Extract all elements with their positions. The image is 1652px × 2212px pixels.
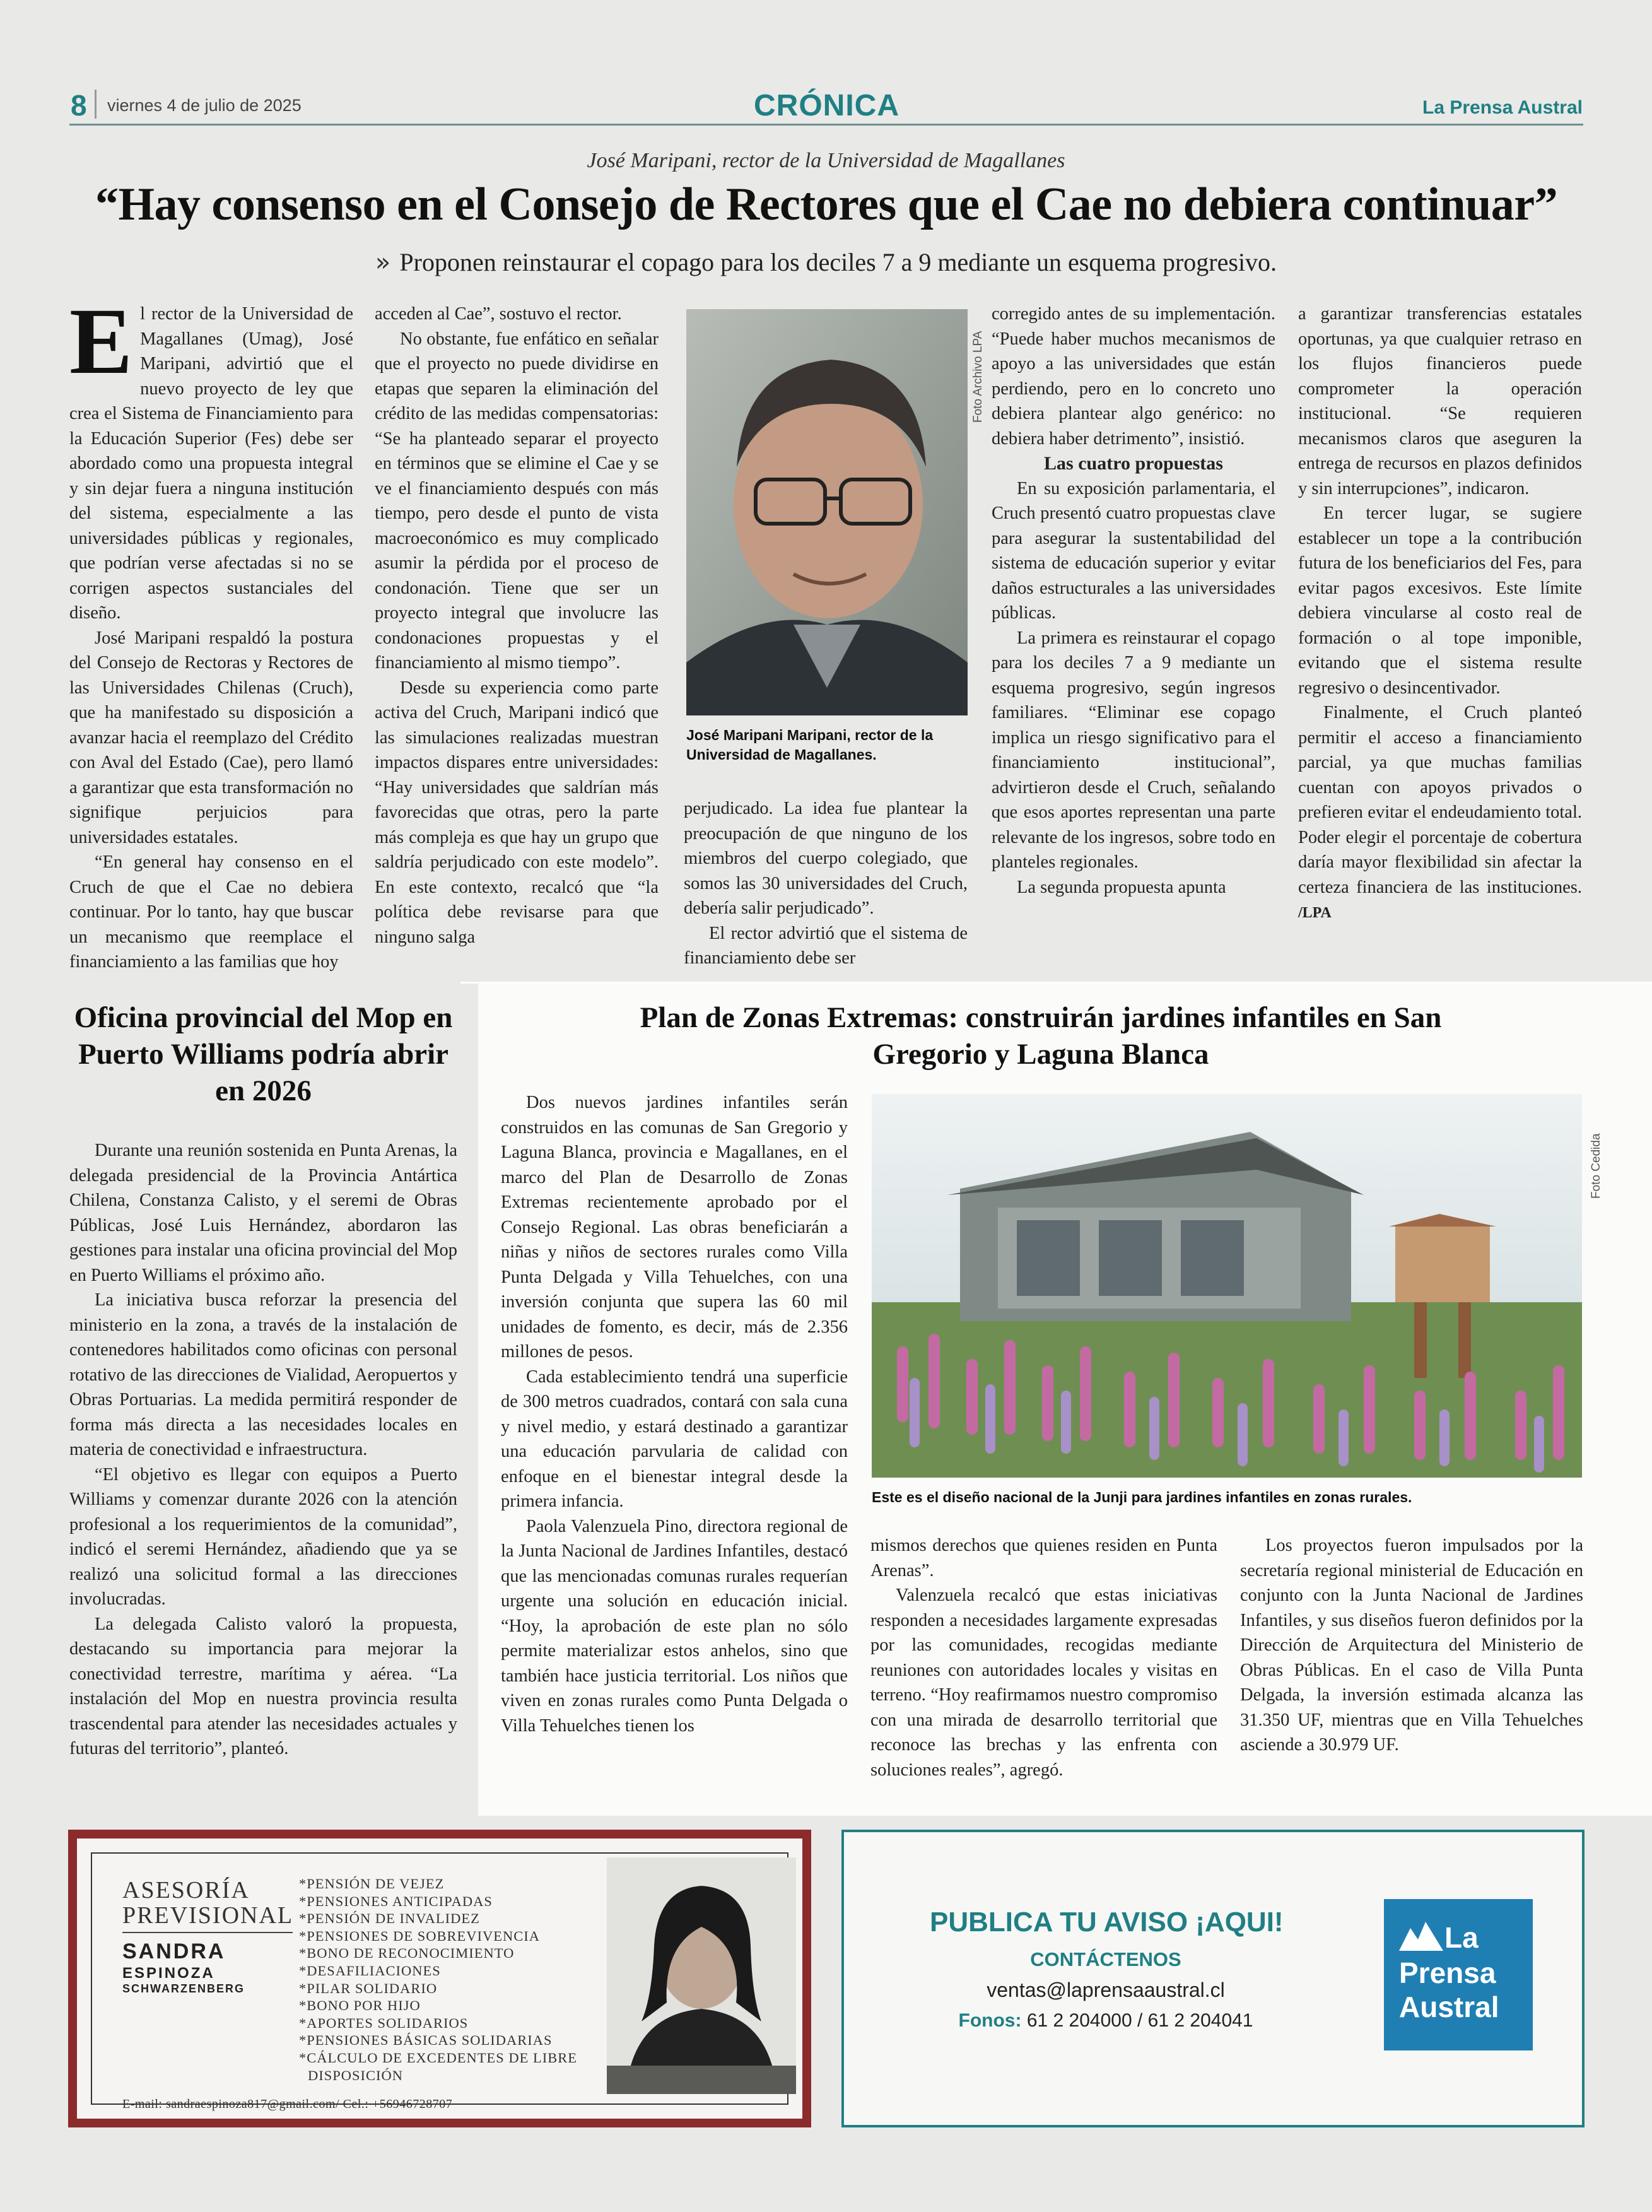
paragraph: Cada establecimiento tendrá una superficie de 300 metros cuadrados, contará con sala cuna y nivel medio, y estará destinado a garantizar una educación parvularia de calidad con enfoque en el bienestar integral desde la primera infancia.: [501, 1367, 848, 1511]
paragraph: Los proyectos fueron impulsados por la secretaría regional ministerial de Educación en conjunto con la Junta Nacional de Jardines Infantiles, y sus diseños fueron definidos por la Dirección de Arquitectura del Ministerio de Obras Públicas. En el caso de Villa Punta Delgada, la inversión estimada alcanza las 31.350 UF, mientras que en Villa Tehuelches asciende a 30.979 UF.: [1240, 1536, 1583, 1755]
paragraph: José Maripani respaldó la postura del Consejo de Rectoras y Rectores de las Universidades Chilenas (Cruch), que ha manifestado su disposición a avanzar hacia el reemplazo del Crédito con Aval del Estado (Cae), pero llamó a garantizar que esta transformación no signifique perjuicios para universidades estatales.: [69, 628, 353, 847]
service-item: DISPOSICIÓN: [308, 2067, 404, 2083]
article-kicker: José Maripani, rector de la Universidad de Magallanes: [587, 149, 1065, 172]
paragraph: Dos nuevos jardines infantiles serán construidos en las comunas de San Gregorio y Laguna Blanca, provincia e Magallanes, en el marco del Plan de Desarrollo de Zonas Extremas recientemente aprobado por el Consejo Regional. Las obras beneficiarán a niñas y niños de sectores rurales como Villa Punta Delgada y Villa Tehuelches, con una inversión conjunta que supera las 60 mil unidades de fomento, es decir, más de 2.356 millones de pesos.: [501, 1093, 848, 1362]
portrait-illustration: [686, 309, 968, 715]
deck-text: Proponen reinstaurar el copago para los deciles 7 a 9 mediante un esquema progresivo.: [399, 248, 1277, 276]
paragraph: Durante una reunión sostenida en Punta Arenas, la delegada presidencial de la Provincia Antártica Chilena, Constanza Calisto, y el seremi de Obras Públicas, José Luis Hernández, abordaron las gestiones para instalar una oficina provincial del Mop en Puerto Williams el próximo año.: [69, 1141, 457, 1285]
ad-services-list: [299, 1875, 583, 2084]
publish-title: PUBLICA TU AVISO ¡AQUI!: [930, 1907, 1284, 1938]
phones[interactable]: 61 2 204000 / 61 2 204041: [1026, 2010, 1253, 2031]
pension-advisory-ad[interactable]: [68, 1830, 811, 2127]
ad-title-1: ASESORÍA: [122, 1877, 250, 1903]
mop-body: [69, 1138, 457, 1762]
mop-headline: Oficina provincial del Mop en Puerto Williams podría abrir en 2026: [74, 1001, 453, 1107]
paragraph: corregido antes de su implementación. “Puede haber muchos mecanismos de apoyo a las universidades que están perdiendo, pero en lo concreto uno debiera plantear algo genérico: no debiera haber detrimento”, insistió.: [992, 304, 1275, 449]
logo-line-1: La: [1444, 1921, 1479, 1954]
la-prensa-austral-logo: [1384, 1899, 1533, 2050]
paragraph: La primera es reinstaurar el copago para los deciles 7 a 9 mediante un esquema progresivo, según ingresos familiares. “Eliminar ese copago implica un riesgo significativo para el financiamiento institucional”, advirtieron desde el Cruch, señalando que esos aportes representan una parte relevante de los ingresos, sobre todo en planteles regionales.: [992, 628, 1275, 872]
main-column-5: [1298, 302, 1582, 926]
service-item: *DESAFILIACIONES: [299, 1962, 441, 1979]
service-item: *PENSIONES BÁSICAS SOLIDARIAS: [299, 2032, 553, 2049]
paragraph: En su exposición parlamentaria, el Cruch presentó cuatro propuestas clave para asegurar la sustentabilidad del sistema de educación superior y evitar daños estructurales a las universidades públicas.: [992, 478, 1275, 623]
ad-divider: [122, 1932, 293, 1933]
rendering-illustration: [872, 1094, 1582, 1478]
ad-title-2: PREVISIONAL: [122, 1902, 294, 1929]
contact-us: CONTÁCTENOS: [1030, 1948, 1181, 1970]
issue-date: viernes 4 de julio de 2025: [107, 96, 302, 115]
paragraph: acceden al Cae”, sostuvo el rector.: [375, 304, 622, 324]
sales-email[interactable]: ventas@laprensaaustral.cl: [987, 1979, 1225, 2001]
zonas-headline: Plan de Zonas Extremas: construirán jardines infantiles en San Gregorio y Laguna Blanca: [640, 1001, 1442, 1071]
paragraph: En tercer lugar, se sugiere establecer un tope a la contribución futura de los beneficiarios del Fes, para evitar pagos excesivos. Este límite debiera vincularse al costo real de formación o al tope imponible, evitando que el sistema resulte regresivo o desincentivador.: [1298, 503, 1582, 698]
phone-line: [844, 2010, 1368, 2032]
paragraph: a garantizar transferencias estatales oportunas, ya que cualquier retraso en los flujos financieros puede comprometer la operación institucional. “Se requieren mecanismos claros que aseguren la entrega de recursos en plazos definidos y sin interrupciones”, indicaron.: [1298, 304, 1582, 498]
paragraph: “El objetivo es llegar con equipos a Puerto Williams y comenzar durante 2026 con la atención profesional a los requerimientos de la comunidad”, indicó el seremi Hernández, añadiendo que ya se realizó una solicitud formal a las direcciones involucradas.: [69, 1464, 457, 1609]
paragraph: No obstante, fue enfático en señalar que el proyecto no puede dividirse en etapas que separen la eliminación del crédito de las medidas compensatorias: “Se ha planteado separar el proyecto en términos que se elimine el Cae y se ve el financiamiento después con más tiempo, pero desde el punto de vista macroeconómico es muy complicado asumir la pérdida por el proceso de condonación. Tiene que ser un proyecto integral que involucre las condonaciones propuestas y el financiamiento al mismo tiempo”.: [375, 329, 659, 673]
logo-line-3: Austral: [1399, 1991, 1499, 2023]
header-rule: [69, 124, 1583, 126]
service-item: *APORTES SOLIDARIOS: [299, 2015, 469, 2031]
double-chevron-right-icon: »: [375, 248, 391, 277]
paragraph: La delegada Calisto valoró la propuesta, destacando su importancia para mejorar la conectividad terrestre, marítima y aérea. “La instalación del Mop en nuestra provincia resulta trascendental para atender las necesidades actuales y futuras del territorio”, planteó.: [69, 1614, 457, 1758]
service-item: *PENSIONES DE SOBREVIVENCIA: [299, 1927, 541, 1944]
zonas-column-2: [870, 1533, 1217, 1782]
rector-photo: [686, 309, 968, 715]
paragraph: “En general hay consenso en el Cruch de que el Cae no debiera continuar. Por lo tanto, hay que buscar un mecanismo que reemplace el financiamiento a las familias que hoy: [69, 852, 353, 972]
article-deck: [0, 247, 1652, 277]
service-item: *PENSIÓN DE INVALIDEZ: [299, 1910, 480, 1927]
article-headline: “Hay consenso en el Consejo de Rectores que el Cae no debiera continuar”: [95, 179, 1558, 230]
mountain-logo-icon: [1399, 1919, 1443, 1951]
main-column-2: [375, 302, 659, 950]
phones-label: Fonos:: [958, 2010, 1022, 2031]
service-item: *PENSIONES ANTICIPADAS: [299, 1893, 493, 1909]
main-column-1: [69, 289, 353, 975]
header-separator: [95, 90, 97, 119]
section-rule: [460, 982, 1652, 984]
advisor-photo: [607, 1857, 796, 2094]
service-item: *CÁLCULO DE EXCEDENTES DE LIBRE: [299, 2049, 577, 2066]
photo-credit: Foto Archivo LPA: [971, 331, 985, 423]
main-column-4: [992, 302, 1275, 900]
photo-caption: José Maripani Maripani, rector de la Universidad de Magallanes.: [686, 727, 934, 763]
paragraph: perjudicado. La idea fue plantear la preocupación de que ninguno de los miembros del cuerpo colegiado, que somos las 30 universidades del Cruch, debería salir perjudicado”.: [684, 799, 968, 918]
main-column-3: [684, 796, 968, 971]
ad-name-2: ESPINOZA: [122, 1965, 215, 1982]
service-item: *BONO DE RECONOCIMIENTO: [299, 1945, 515, 1962]
drop-cap: E: [69, 289, 133, 394]
service-item: *PILAR SOLIDARIO: [299, 1980, 438, 1996]
kindergarten-rendering: [872, 1094, 1582, 1478]
paragraph: La segunda propuesta apunta: [1017, 877, 1226, 897]
zonas-column-1: [501, 1090, 848, 1738]
zonas-column-3: [1240, 1533, 1583, 1758]
subhead: Las cuatro propuestas: [1044, 453, 1223, 474]
rendering-credit: Foto Cedida: [1590, 1133, 1603, 1199]
page-number: 8: [71, 89, 87, 122]
logo-line-2: Prensa: [1399, 1956, 1496, 1989]
paragraph: mismos derechos que quienes residen en Punta Arenas”.: [870, 1536, 1217, 1580]
paragraph: El rector advirtió que el sistema de financiamiento debe ser: [684, 923, 968, 968]
paragraph: Paola Valenzuela Pino, directora regional de la Junta Nacional de Jardines Infantiles, destacó que las mencionadas comunas rurales requerían urgente una solución en educación inicial. “Hoy, la aprobación de este plan no sólo permite materializar estos anhelos, sino que también hace justicia territorial. Los niños que viven en zonas rurales como Punta Delgada o Villa Tehuelches tienen los: [501, 1516, 848, 1736]
service-item: *BONO POR HIJO: [299, 1997, 421, 2014]
publish-ad-box[interactable]: [841, 1830, 1585, 2127]
signature: /LPA: [1298, 905, 1332, 921]
service-item: *PENSIÓN DE VEJEZ: [299, 1876, 445, 1891]
paragraph: Finalmente, el Cruch planteó permitir el acceso a financiamiento parcial, ya que muchas familias cuentan con apoyos privados o prefieren evitar el endeudamiento total. Poder elegir el porcentaje de cobertura daría mayor flexibilidad sin afectar la certeza financiera de las instituciones.: [1298, 703, 1582, 897]
paragraph: La iniciativa busca reforzar la presencia del ministerio en la zona, a través de la instalación de contenedores habilitados como oficinas con personal rotativo de las direcciones de Vialidad, Aeropuertos y Obras Portuarias. La medida permitirá responder de forma más directa a las necesidades locales en materia de conectividad e infraestructura.: [69, 1290, 457, 1459]
advisor-illustration: [607, 1857, 796, 2094]
rendering-caption: Este es el diseño nacional de la Junji para jardines infantiles en zonas rurales.: [872, 1489, 1412, 1505]
paragraph: l rector de la Universidad de Magallanes (Umag), José Maripani, advirtió que el nuevo proyecto de ley que crea el Sistema de Financiamiento para la Educación Superior (Fes) debe ser abordado como una propuesta integral y sin dejar fuera a ninguna institución del sistema, especialmente a las universidades públicas y regionales, que podrían verse afectadas si no se corrigen aspectos sustanciales del diseño.: [69, 304, 353, 623]
ad-name-3: SCHWARZENBERG: [122, 1982, 245, 1995]
ad-name-1: SANDRA: [122, 1939, 226, 1963]
paragraph: Valenzuela recalcó que estas iniciativas responden a necesidades largamente expresadas por las comunidades, recogidas mediante reuniones con autoridades locales y visitas en terreno. “Hoy reafirmamos nuestro compromiso con una mirada de desarrollo territorial que reconoce las brechas y las enfrenta con soluciones reales”, agregó.: [870, 1585, 1217, 1780]
section-title: CRÓNICA: [754, 89, 899, 122]
paragraph: Desde su experiencia como parte activa del Cruch, Maripani indicó que las simulaciones realizadas muestran impactos dispares entre universidades: “Hay universidades que saldrían más favorecidas que otras, pero la parte más compleja es que hay un grupo que saldría perjudicado con este modelo”. En este contexto, recalcó que “la política debe revisarse para que ninguno salga: [375, 678, 659, 947]
newspaper-brand: La Prensa Austral: [1422, 97, 1583, 118]
ad-contact[interactable]: E-mail: sandraespinoza817@gmail.com/ Cel.: +56946728707: [122, 2097, 453, 2111]
